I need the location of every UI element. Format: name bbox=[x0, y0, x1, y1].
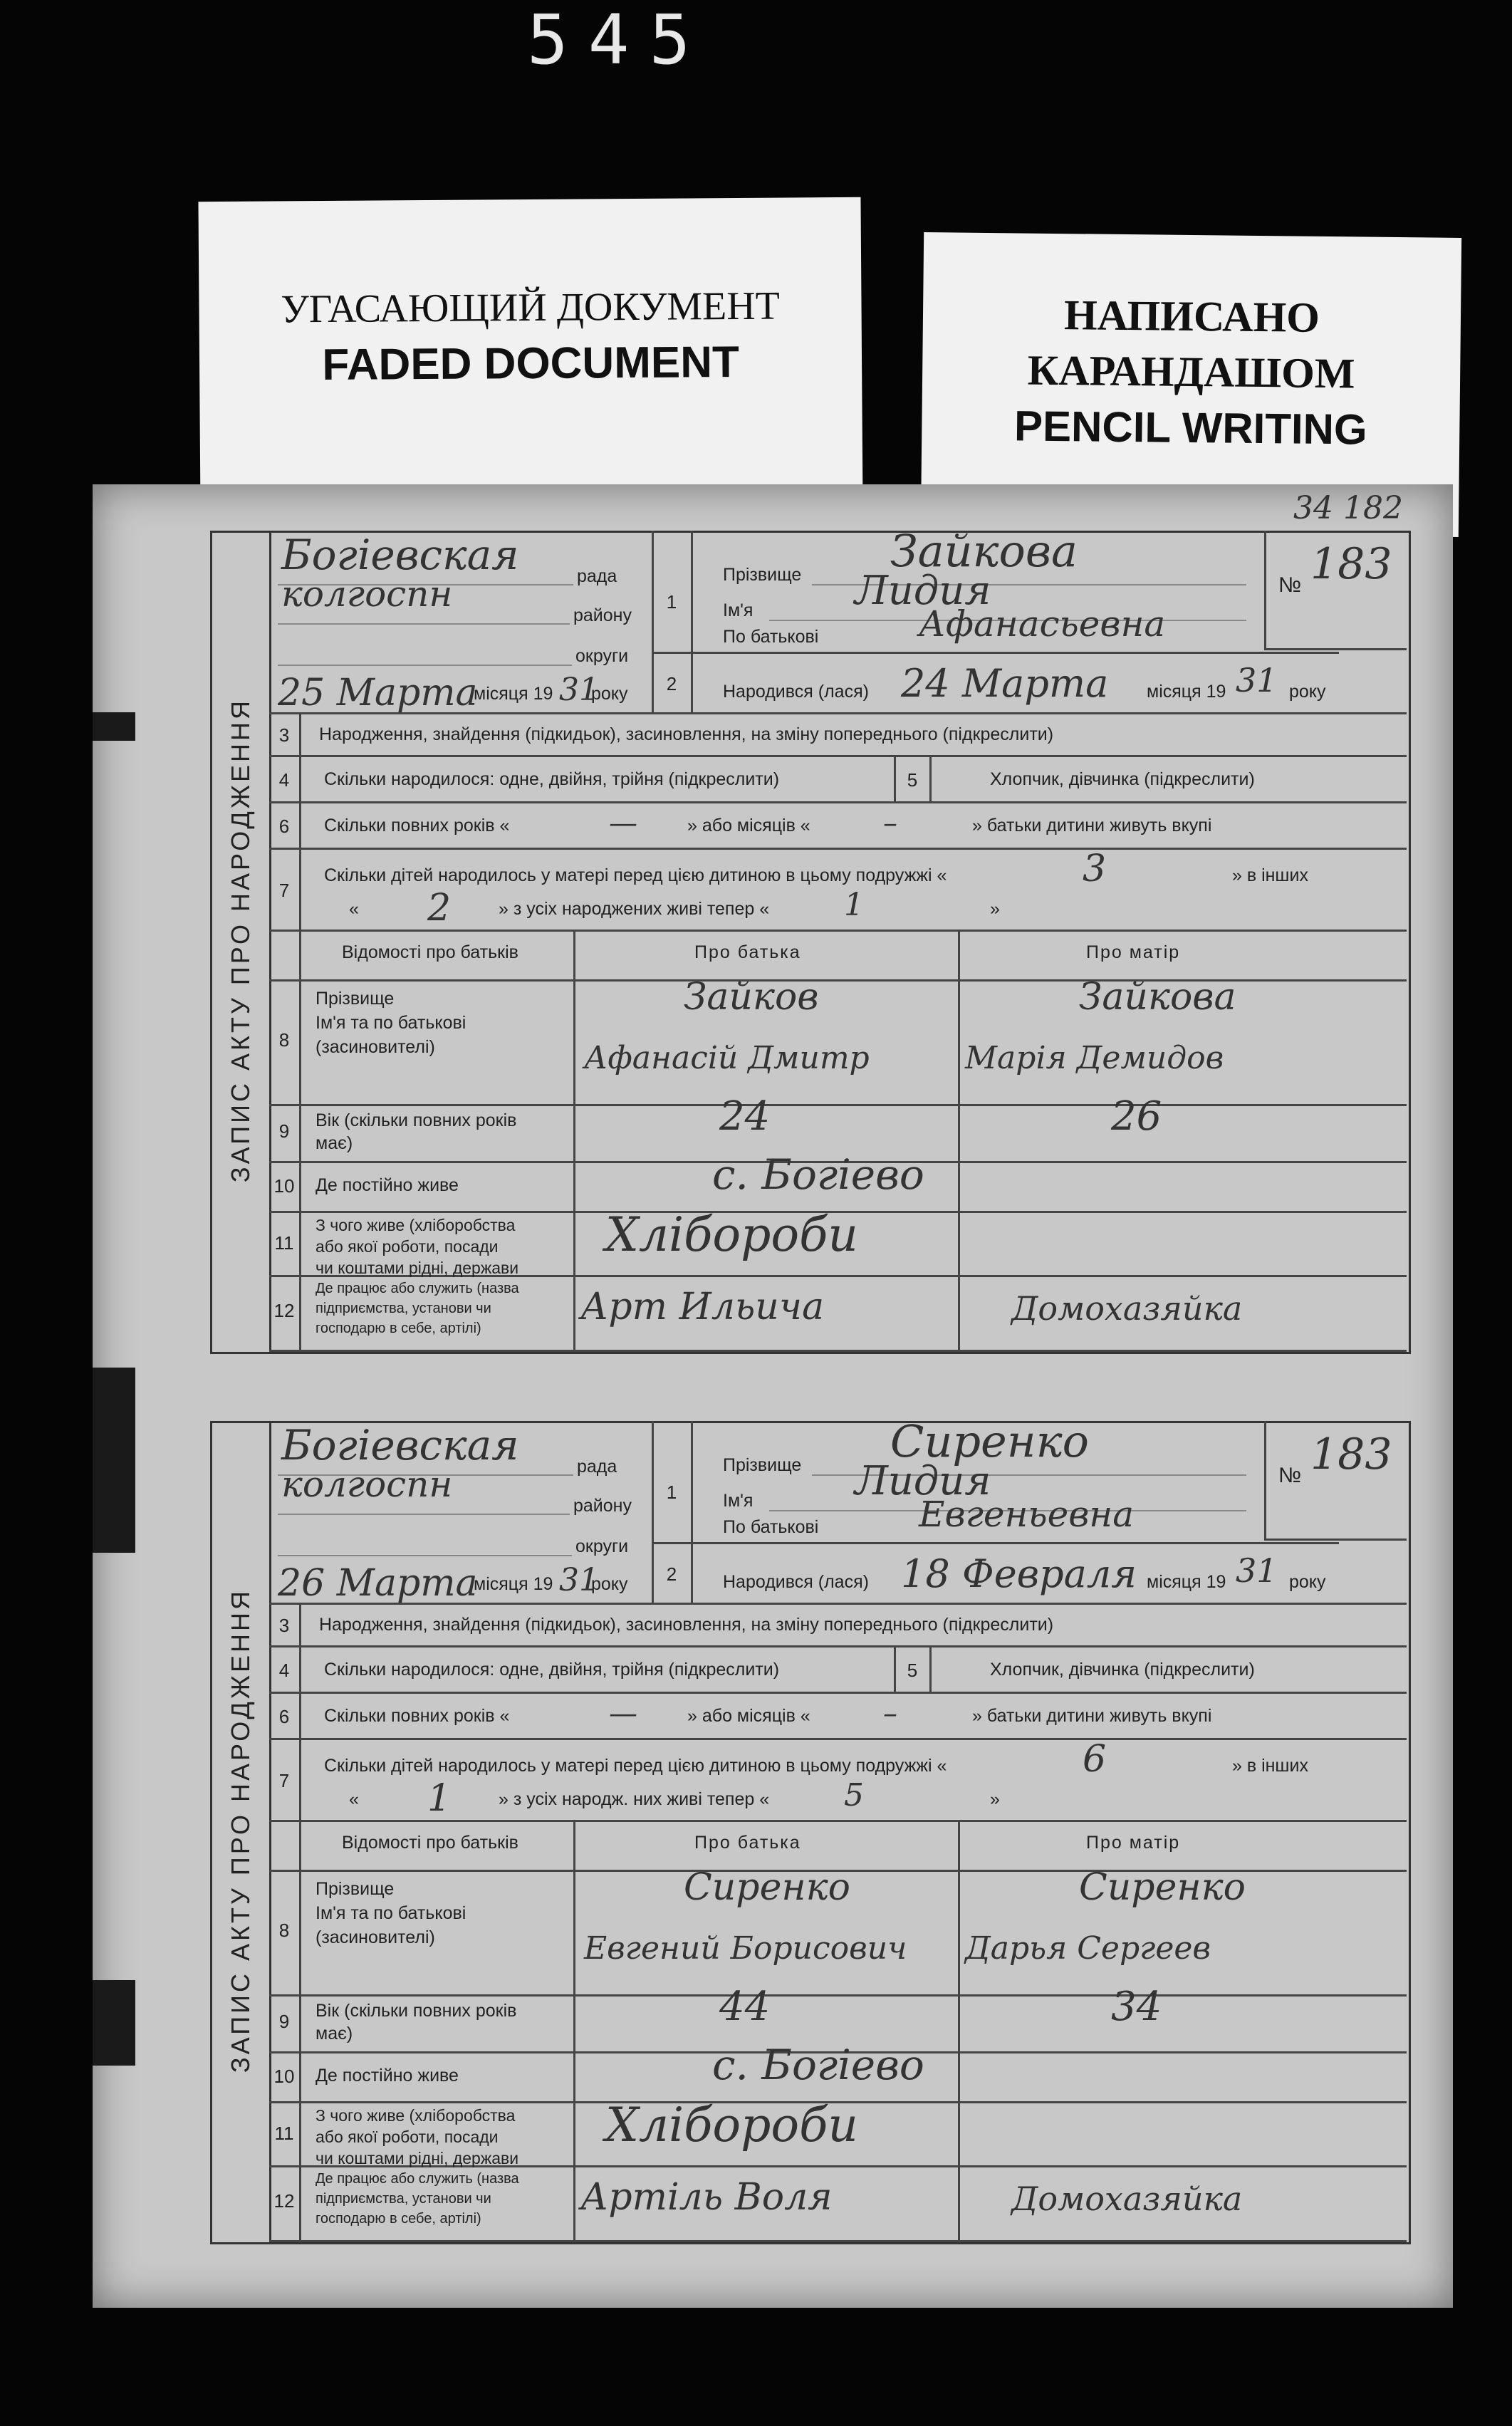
faded-card-english: FADED DOCUMENT bbox=[322, 337, 740, 390]
divider bbox=[691, 1542, 1339, 1544]
occupation: Хлібороби bbox=[605, 2098, 858, 2152]
page-number: 34 182 bbox=[1293, 490, 1403, 526]
divider bbox=[269, 1820, 1407, 1822]
pencil-card-english: PENCIL WRITING bbox=[1013, 402, 1367, 454]
row-number: 11 bbox=[274, 1232, 294, 1254]
registration-year: 31 bbox=[559, 1562, 599, 1598]
divider bbox=[269, 2240, 1407, 2242]
row4-text: Скільки народилося: одне, двійня, трійня (підкреслити) bbox=[324, 1660, 780, 1680]
row7-text-e: » bbox=[990, 1789, 1000, 1809]
years-together: — bbox=[609, 1697, 637, 1730]
row6-text-a: Скільки повних років « bbox=[324, 816, 510, 835]
row12-label: Де працює або служить (назва підприємства, установи чи господарю в себе, артілі) bbox=[316, 1281, 519, 1336]
row11-label: З чого живе (хліборобства або якої роботи, посади чи коштами рідні, держави bbox=[316, 2106, 519, 2167]
born-year-label: року bbox=[1289, 1572, 1326, 1592]
pencil-card-line2: КАРАНДАШОМ bbox=[1027, 346, 1355, 397]
rada-label: рада bbox=[577, 1457, 617, 1477]
children-other: 2 bbox=[427, 887, 452, 930]
occupation: Хлібороби bbox=[605, 1207, 858, 1262]
registration-year: 31 bbox=[559, 672, 599, 708]
name-label: Ім'я bbox=[723, 1491, 754, 1511]
rada-label: рада bbox=[577, 566, 617, 586]
row-number: 2 bbox=[666, 673, 677, 694]
father-surname: Зайков bbox=[684, 976, 819, 1019]
rada-value: Богіевская bbox=[281, 1421, 519, 1469]
row3-text: Народження, знайдення (підкидьок), засиновлення, на зміну попереднього (підкреслити) bbox=[319, 724, 1054, 744]
born-month-label: місяця 19 bbox=[1147, 1572, 1226, 1592]
surname-value: Сиренко bbox=[890, 1415, 1089, 1467]
divider bbox=[929, 1645, 932, 1692]
rayon-label: району bbox=[573, 605, 632, 625]
father-age: 24 bbox=[719, 1093, 771, 1140]
row-number: 6 bbox=[278, 816, 290, 837]
okrug-label: округи bbox=[575, 1536, 629, 1556]
divider bbox=[269, 1994, 1407, 1996]
born-label: Народився (лася) bbox=[723, 682, 869, 702]
row-number: 12 bbox=[273, 2190, 295, 2212]
father-name: Афанасій Дмитр bbox=[584, 1040, 870, 1076]
surname-label: Прізвище bbox=[723, 1455, 802, 1475]
patronymic-label: По батькові bbox=[723, 627, 819, 647]
row-number: 4 bbox=[278, 1660, 290, 1681]
row-number: 6 bbox=[278, 1706, 290, 1727]
row-number: 8 bbox=[278, 1029, 290, 1051]
divider bbox=[894, 1645, 896, 1692]
row3-text: Народження, знайдення (підкидьок), засиновлення, на зміну попереднього (підкреслити) bbox=[319, 1615, 1054, 1635]
row-number: 7 bbox=[278, 1770, 290, 1791]
mother-age: 34 bbox=[1111, 1984, 1162, 2030]
mother-age: 26 bbox=[1111, 1093, 1162, 1140]
header-mother: Про матір bbox=[1086, 1833, 1181, 1853]
patronymic-value: Афанасьевна bbox=[919, 603, 1166, 645]
row6-text-c: » батьки дитини живуть вкупі bbox=[972, 1706, 1212, 1726]
row-number: 5 bbox=[907, 1660, 918, 1681]
divider bbox=[269, 1692, 1407, 1694]
mother-surname: Зайкова bbox=[1079, 976, 1236, 1019]
row7-text-c: « bbox=[349, 899, 359, 919]
okrug-label: округи bbox=[575, 646, 629, 666]
divider bbox=[1264, 1539, 1407, 1541]
row-number: 5 bbox=[907, 769, 918, 791]
row-number: 4 bbox=[278, 769, 290, 791]
record-side-title-box bbox=[212, 1421, 271, 2240]
row-number: 2 bbox=[666, 1563, 677, 1585]
born-year: 31 bbox=[1236, 661, 1278, 699]
father-workplace: Артіль Воля bbox=[580, 2176, 833, 2219]
residence: с. Богіево bbox=[712, 1150, 924, 1199]
row7-text-b: » в інших bbox=[1232, 1756, 1308, 1776]
rayon-label: району bbox=[573, 1496, 632, 1516]
row-number: 3 bbox=[278, 724, 290, 746]
children-other: 1 bbox=[427, 1777, 452, 1820]
record-side-title: ЗАПИС АКТУ ПРО НАРОДЖЕННЯ bbox=[226, 1588, 255, 2073]
mother-name: Марія Демидов bbox=[965, 1040, 1224, 1076]
rayon-value: колгоспн bbox=[281, 1464, 453, 1505]
father-age: 44 bbox=[719, 1984, 771, 2030]
frame-number: 545 bbox=[527, 0, 711, 80]
row6-text-b: » або місяців « bbox=[687, 1706, 810, 1726]
record-no-value: 183 bbox=[1310, 1430, 1392, 1479]
year-label: року bbox=[591, 684, 628, 704]
children-before: 3 bbox=[1083, 848, 1107, 890]
residence: с. Богіево bbox=[712, 2041, 924, 2089]
months-together: – bbox=[883, 1697, 897, 1730]
row7-text-b: » в інших bbox=[1232, 865, 1308, 885]
divider bbox=[269, 1645, 1407, 1647]
row8-label: Прізвище Ім'я та по батькові (засиновителі) bbox=[316, 1879, 466, 1947]
born-year: 31 bbox=[1236, 1551, 1278, 1590]
row6-text-c: » батьки дитини живуть вкупі bbox=[972, 816, 1212, 835]
divider bbox=[958, 1820, 960, 2240]
father-surname: Сиренко bbox=[684, 1866, 850, 1909]
pencil-card-line1: НАПИСАНО bbox=[1063, 291, 1320, 341]
record-no-label: № bbox=[1278, 573, 1302, 597]
row-number: 9 bbox=[278, 1120, 290, 1142]
patronymic-value: Евгеньевна bbox=[919, 1494, 1135, 1535]
registration-day: 25 Марта bbox=[278, 672, 478, 714]
row5-text: Хлопчик, дівчинка (підкреслити) bbox=[990, 769, 1255, 789]
faded-card-russian: УГАСАЮЩИЙ ДОКУМЕНТ bbox=[280, 283, 781, 332]
divider bbox=[269, 1738, 1407, 1740]
month-label: місяця 19 bbox=[474, 684, 553, 704]
rayon-value: колгоспн bbox=[281, 573, 453, 615]
divider bbox=[652, 1542, 691, 1544]
divider bbox=[691, 1421, 693, 1603]
row12-label: Де працює або служить (назва підприємства, установи чи господарю в себе, артілі) bbox=[316, 2171, 519, 2227]
years-together: — bbox=[609, 807, 637, 840]
row7-text-d: » з усіх народж. них живі тепер « bbox=[499, 1789, 770, 1809]
row10-label: Де постійно живе bbox=[316, 2066, 459, 2086]
row-number: 1 bbox=[666, 591, 677, 613]
row-number: 7 bbox=[278, 880, 290, 901]
row7-text-a: Скільки дітей народилось у матері перед цією дитиною в цьому подружжі « bbox=[324, 865, 947, 885]
row-number: 9 bbox=[278, 2011, 290, 2032]
mother-surname: Сиренко bbox=[1079, 1866, 1246, 1909]
row7-text-a: Скільки дітей народилось у матері перед цією дитиною в цьому подружжі « bbox=[324, 1756, 947, 1776]
header-father: Про батька bbox=[694, 942, 801, 962]
row5-text: Хлопчик, дівчинка (підкреслити) bbox=[990, 1660, 1255, 1680]
row-number: 10 bbox=[273, 2066, 295, 2087]
rada-value: Богіевская bbox=[281, 531, 519, 579]
row9-label: Вік (скільки повних років має) bbox=[316, 1110, 517, 1153]
surname-value: Зайкова bbox=[890, 525, 1078, 577]
underline bbox=[278, 1555, 572, 1556]
row-number: 12 bbox=[273, 1300, 295, 1321]
mother-workplace: Домохазяйка bbox=[1011, 2180, 1243, 2218]
row-number: 10 bbox=[273, 1175, 295, 1197]
divider bbox=[299, 1603, 301, 2240]
row7-text-d: » з усіх народжених живі тепер « bbox=[499, 899, 770, 919]
row6-text-a: Скільки повних років « bbox=[324, 1706, 510, 1726]
row-number: 1 bbox=[666, 1482, 677, 1503]
year-label: року bbox=[591, 1574, 628, 1594]
father-workplace: Арт Ильича bbox=[580, 1286, 825, 1328]
row11-label: З чого живе (хліборобства або якої роботи, посади чи коштами рідні, держави bbox=[316, 1216, 519, 1277]
record-no-value: 183 bbox=[1310, 539, 1392, 589]
header-mother: Про матір bbox=[1086, 942, 1181, 962]
row10-label: Де постійно живе bbox=[316, 1175, 459, 1195]
row7-text-c: « bbox=[349, 1789, 359, 1809]
born-month-label: місяця 19 bbox=[1147, 682, 1226, 702]
children-living: 1 bbox=[844, 887, 864, 923]
born-day: 18 Февраля bbox=[901, 1551, 1137, 1596]
divider bbox=[573, 1820, 575, 2240]
mother-name: Дарья Сергеев bbox=[965, 1930, 1211, 1967]
header-parents-info: Відомості про батьків bbox=[342, 1833, 518, 1853]
registration-day: 26 Марта bbox=[278, 1562, 478, 1605]
patronymic-label: По батькові bbox=[723, 1517, 819, 1537]
row6-text-b: » або місяців « bbox=[687, 816, 810, 835]
header-parents-info: Відомості про батьків bbox=[342, 942, 518, 962]
row4-text: Скільки народилося: одне, двійня, трійня (підкреслити) bbox=[324, 769, 780, 789]
row-number: 8 bbox=[278, 1920, 290, 1941]
divider bbox=[652, 1421, 654, 1603]
children-before: 6 bbox=[1083, 1738, 1107, 1781]
row9-label: Вік (скільки повних років має) bbox=[316, 2001, 517, 2044]
born-day: 24 Марта bbox=[901, 661, 1109, 706]
row-number: 11 bbox=[274, 2123, 294, 2144]
row-number: 3 bbox=[278, 1615, 290, 1636]
mother-workplace: Домохазяйка bbox=[1011, 1289, 1243, 1328]
name-label: Ім'я bbox=[723, 600, 754, 620]
born-label: Народився (лася) bbox=[723, 1572, 869, 1592]
divider bbox=[269, 1603, 1407, 1605]
row8-label: Прізвище Ім'я та по батькові (засиновителі) bbox=[316, 989, 466, 1057]
divider bbox=[1264, 1421, 1266, 1539]
months-together: – bbox=[883, 807, 897, 840]
born-year-label: року bbox=[1289, 682, 1326, 702]
row7-text-e: » bbox=[990, 899, 1000, 919]
record-side-title: ЗАПИС АКТУ ПРО НАРОДЖЕННЯ bbox=[226, 697, 255, 1183]
header-father: Про батька bbox=[694, 1833, 801, 1853]
father-name: Евгений Борисович bbox=[584, 1930, 907, 1967]
record-no-label: № bbox=[1278, 1464, 1302, 1487]
children-living: 5 bbox=[844, 1777, 864, 1813]
month-label: місяця 19 bbox=[474, 1574, 553, 1594]
underline bbox=[278, 1514, 570, 1515]
name-value: Лидия bbox=[855, 568, 991, 614]
name-value: Лидия bbox=[855, 1458, 991, 1504]
surname-label: Прізвище bbox=[723, 565, 802, 585]
